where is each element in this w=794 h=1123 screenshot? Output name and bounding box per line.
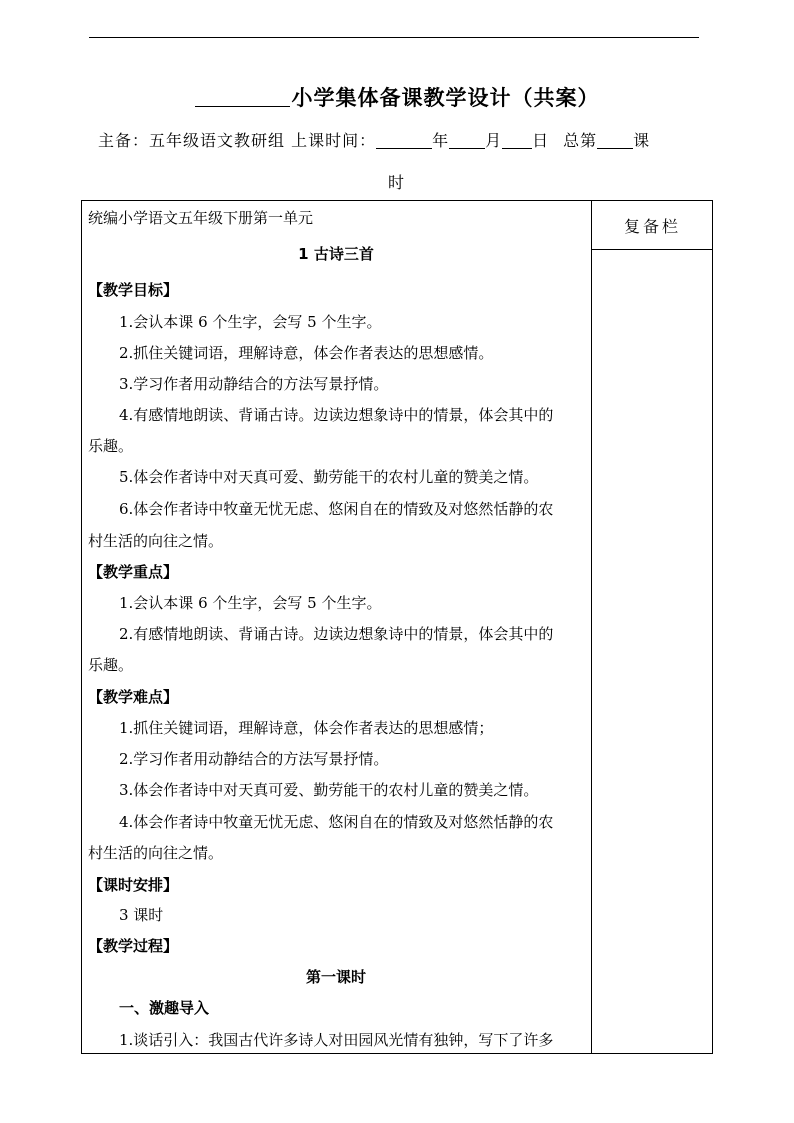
review-column-header: 复备栏 — [592, 201, 713, 250]
period-title: 第一课时 — [305, 968, 366, 986]
year-label: 年 — [432, 131, 450, 150]
key-point-item: 2.有感情地朗读、背诵古诗。边读边想象诗中的情景，体会其中的 — [119, 625, 554, 643]
header-rule — [89, 37, 699, 38]
title-text: 小学集体备课教学设计（共案） — [291, 86, 600, 110]
day-label: 日 — [532, 131, 550, 150]
column-divider — [591, 201, 592, 1053]
meta-line — [98, 128, 698, 151]
goals-heading: 【教学目标】 — [88, 281, 179, 299]
difficulty-item: 3.体会作者诗中对天真可爱、勤劳能干的农村儿童的赞美之情。 — [119, 781, 539, 799]
lesson-table — [81, 200, 713, 1054]
section-title: 一、激趣导入 — [119, 999, 210, 1017]
key-point-item-continued: 乐趣。 — [88, 656, 134, 674]
difficulties-heading: 【教学难点】 — [88, 688, 179, 706]
goal-item: 5.体会作者诗中对天真可爱、勤劳能干的农村儿童的赞美之情。 — [119, 468, 539, 486]
difficulty-item: 4.体会作者诗中牧童无忧无虑、悠闲自在的情致及对悠然恬静的农 — [119, 813, 554, 831]
goal-item: 2.抓住关键词语，理解诗意，体会作者表达的思想感情。 — [119, 344, 494, 362]
total-prefix: 总第 — [563, 131, 598, 150]
day-blank — [502, 134, 532, 149]
difficulty-item: 1.抓住关键词语，理解诗意，体会作者表达的思想感情； — [119, 719, 494, 737]
period-label-b: 时 — [388, 173, 405, 192]
key-points-heading: 【教学重点】 — [88, 563, 179, 581]
period-label-a: 课 — [633, 131, 651, 150]
process-heading: 【教学过程】 — [88, 937, 179, 955]
meta-prefix: 主备：五年级语文教研组 上课时间： — [98, 131, 377, 150]
period-number-blank — [597, 134, 633, 149]
month-blank — [449, 134, 485, 149]
page-title — [0, 82, 794, 112]
goal-item: 3.学习作者用动静结合的方法写景抒情。 — [119, 375, 389, 393]
goal-item-continued: 村生活的向往之情。 — [88, 532, 224, 550]
goal-item: 4.有感情地朗读、背诵古诗。边读边想象诗中的情景，体会其中的 — [119, 406, 554, 424]
goal-item-continued: 乐趣。 — [88, 437, 134, 455]
month-label: 月 — [485, 131, 503, 150]
goal-item: 6.体会作者诗中牧童无忧无虑、悠闲自在的情致及对悠然恬静的农 — [119, 500, 554, 518]
process-item: 1.谈话引入：我国古代许多诗人对田园风光情有独钟，写下了许多 — [119, 1031, 554, 1049]
schedule-value: 3 课时 — [119, 906, 164, 924]
schedule-heading: 【课时安排】 — [88, 876, 179, 894]
difficulty-item-continued: 村生活的向往之情。 — [88, 844, 224, 862]
lesson-content — [88, 201, 584, 1053]
school-name-blank — [195, 106, 290, 107]
lesson-title: 1 古诗三首 — [298, 245, 374, 263]
year-blank — [376, 134, 432, 149]
goal-item: 1.会认本课 6 个生字，会写 5 个生字。 — [119, 313, 382, 331]
unit-label: 统编小学语文五年级下册第一单元 — [88, 209, 314, 227]
difficulty-item: 2.学习作者用动静结合的方法写景抒情。 — [119, 750, 389, 768]
key-point-item: 1.会认本课 6 个生字，会写 5 个生字。 — [119, 594, 382, 612]
